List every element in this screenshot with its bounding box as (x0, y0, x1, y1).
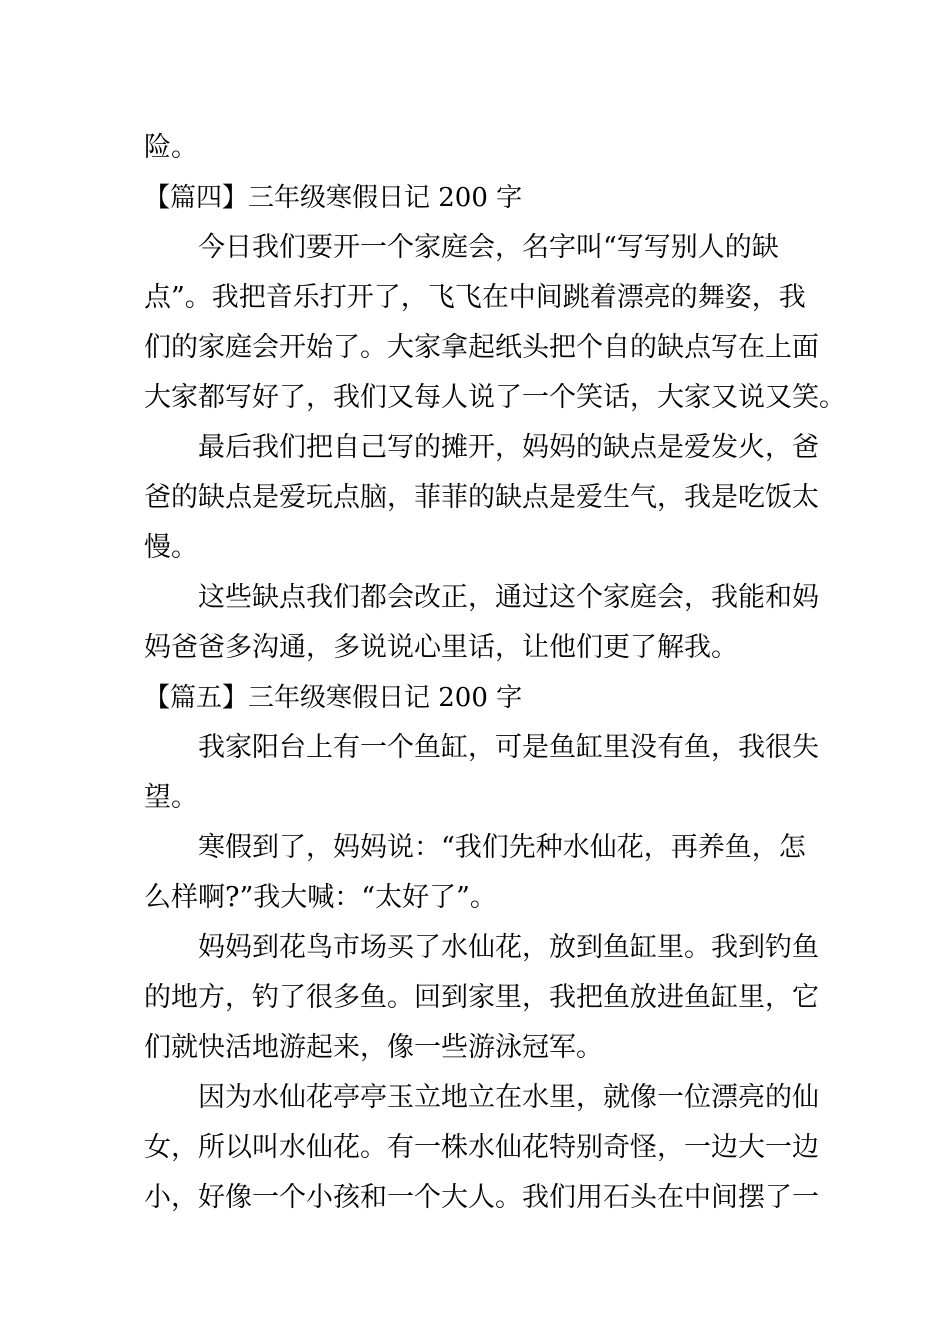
text-line: 妈爸爸多沟通，多说说心里话，让他们更了解我。 (144, 632, 738, 663)
text-line: 小，好像一个小孩和一个大人。我们用石头在中间摆了一 (144, 1182, 819, 1213)
text-line: 望。 (144, 782, 198, 813)
text-line: 寒假到了，妈妈说：“我们先种水仙花，再养鱼，怎 (198, 832, 806, 863)
text-line: 大家都写好了，我们又每人说了一个笑话，大家又说又笑。 (144, 382, 846, 413)
text-line: 点”。我把音乐打开了，飞飞在中间跳着漂亮的舞姿，我 (144, 282, 806, 313)
text-line: 这些缺点我们都会改正，通过这个家庭会，我能和妈 (198, 582, 819, 613)
text-line: 们的家庭会开始了。大家拿起纸头把个自的缺点写在上面 (144, 332, 819, 363)
text-line: 我家阳台上有一个鱼缸，可是鱼缸里没有鱼，我很失 (198, 732, 819, 763)
text-line: 因为水仙花亭亭玉立地立在水里，就像一位漂亮的仙 (198, 1082, 819, 1113)
text-line: 女，所以叫水仙花。有一株水仙花特别奇怪，一边大一边 (144, 1132, 819, 1163)
text-line: 的地方，钓了很多鱼。回到家里，我把鱼放进鱼缸里，它 (144, 982, 819, 1013)
text-line: 么样啊?”我大喊：“太好了”。 (144, 882, 497, 913)
text-line: 们就快活地游起来，像一些游泳冠军。 (144, 1032, 603, 1063)
text-line: 今日我们要开一个家庭会，名字叫“写写别人的缺 (198, 232, 779, 263)
text-line: 爸的缺点是爱玩点脑，菲菲的缺点是爱生气，我是吃饭太 (144, 482, 819, 513)
text-line: 妈妈到花鸟市场买了水仙花，放到鱼缸里。我到钓鱼 (198, 932, 819, 963)
section-heading-5: 【篇五】三年级寒假日记 200 字 (144, 683, 523, 713)
text-line: 最后我们把自己写的摊开，妈妈的缺点是爱发火，爸 (198, 432, 819, 463)
text-line: 慢。 (144, 532, 198, 563)
section-heading-4: 【篇四】三年级寒假日记 200 字 (144, 183, 523, 213)
text-line: 险。 (144, 132, 198, 163)
